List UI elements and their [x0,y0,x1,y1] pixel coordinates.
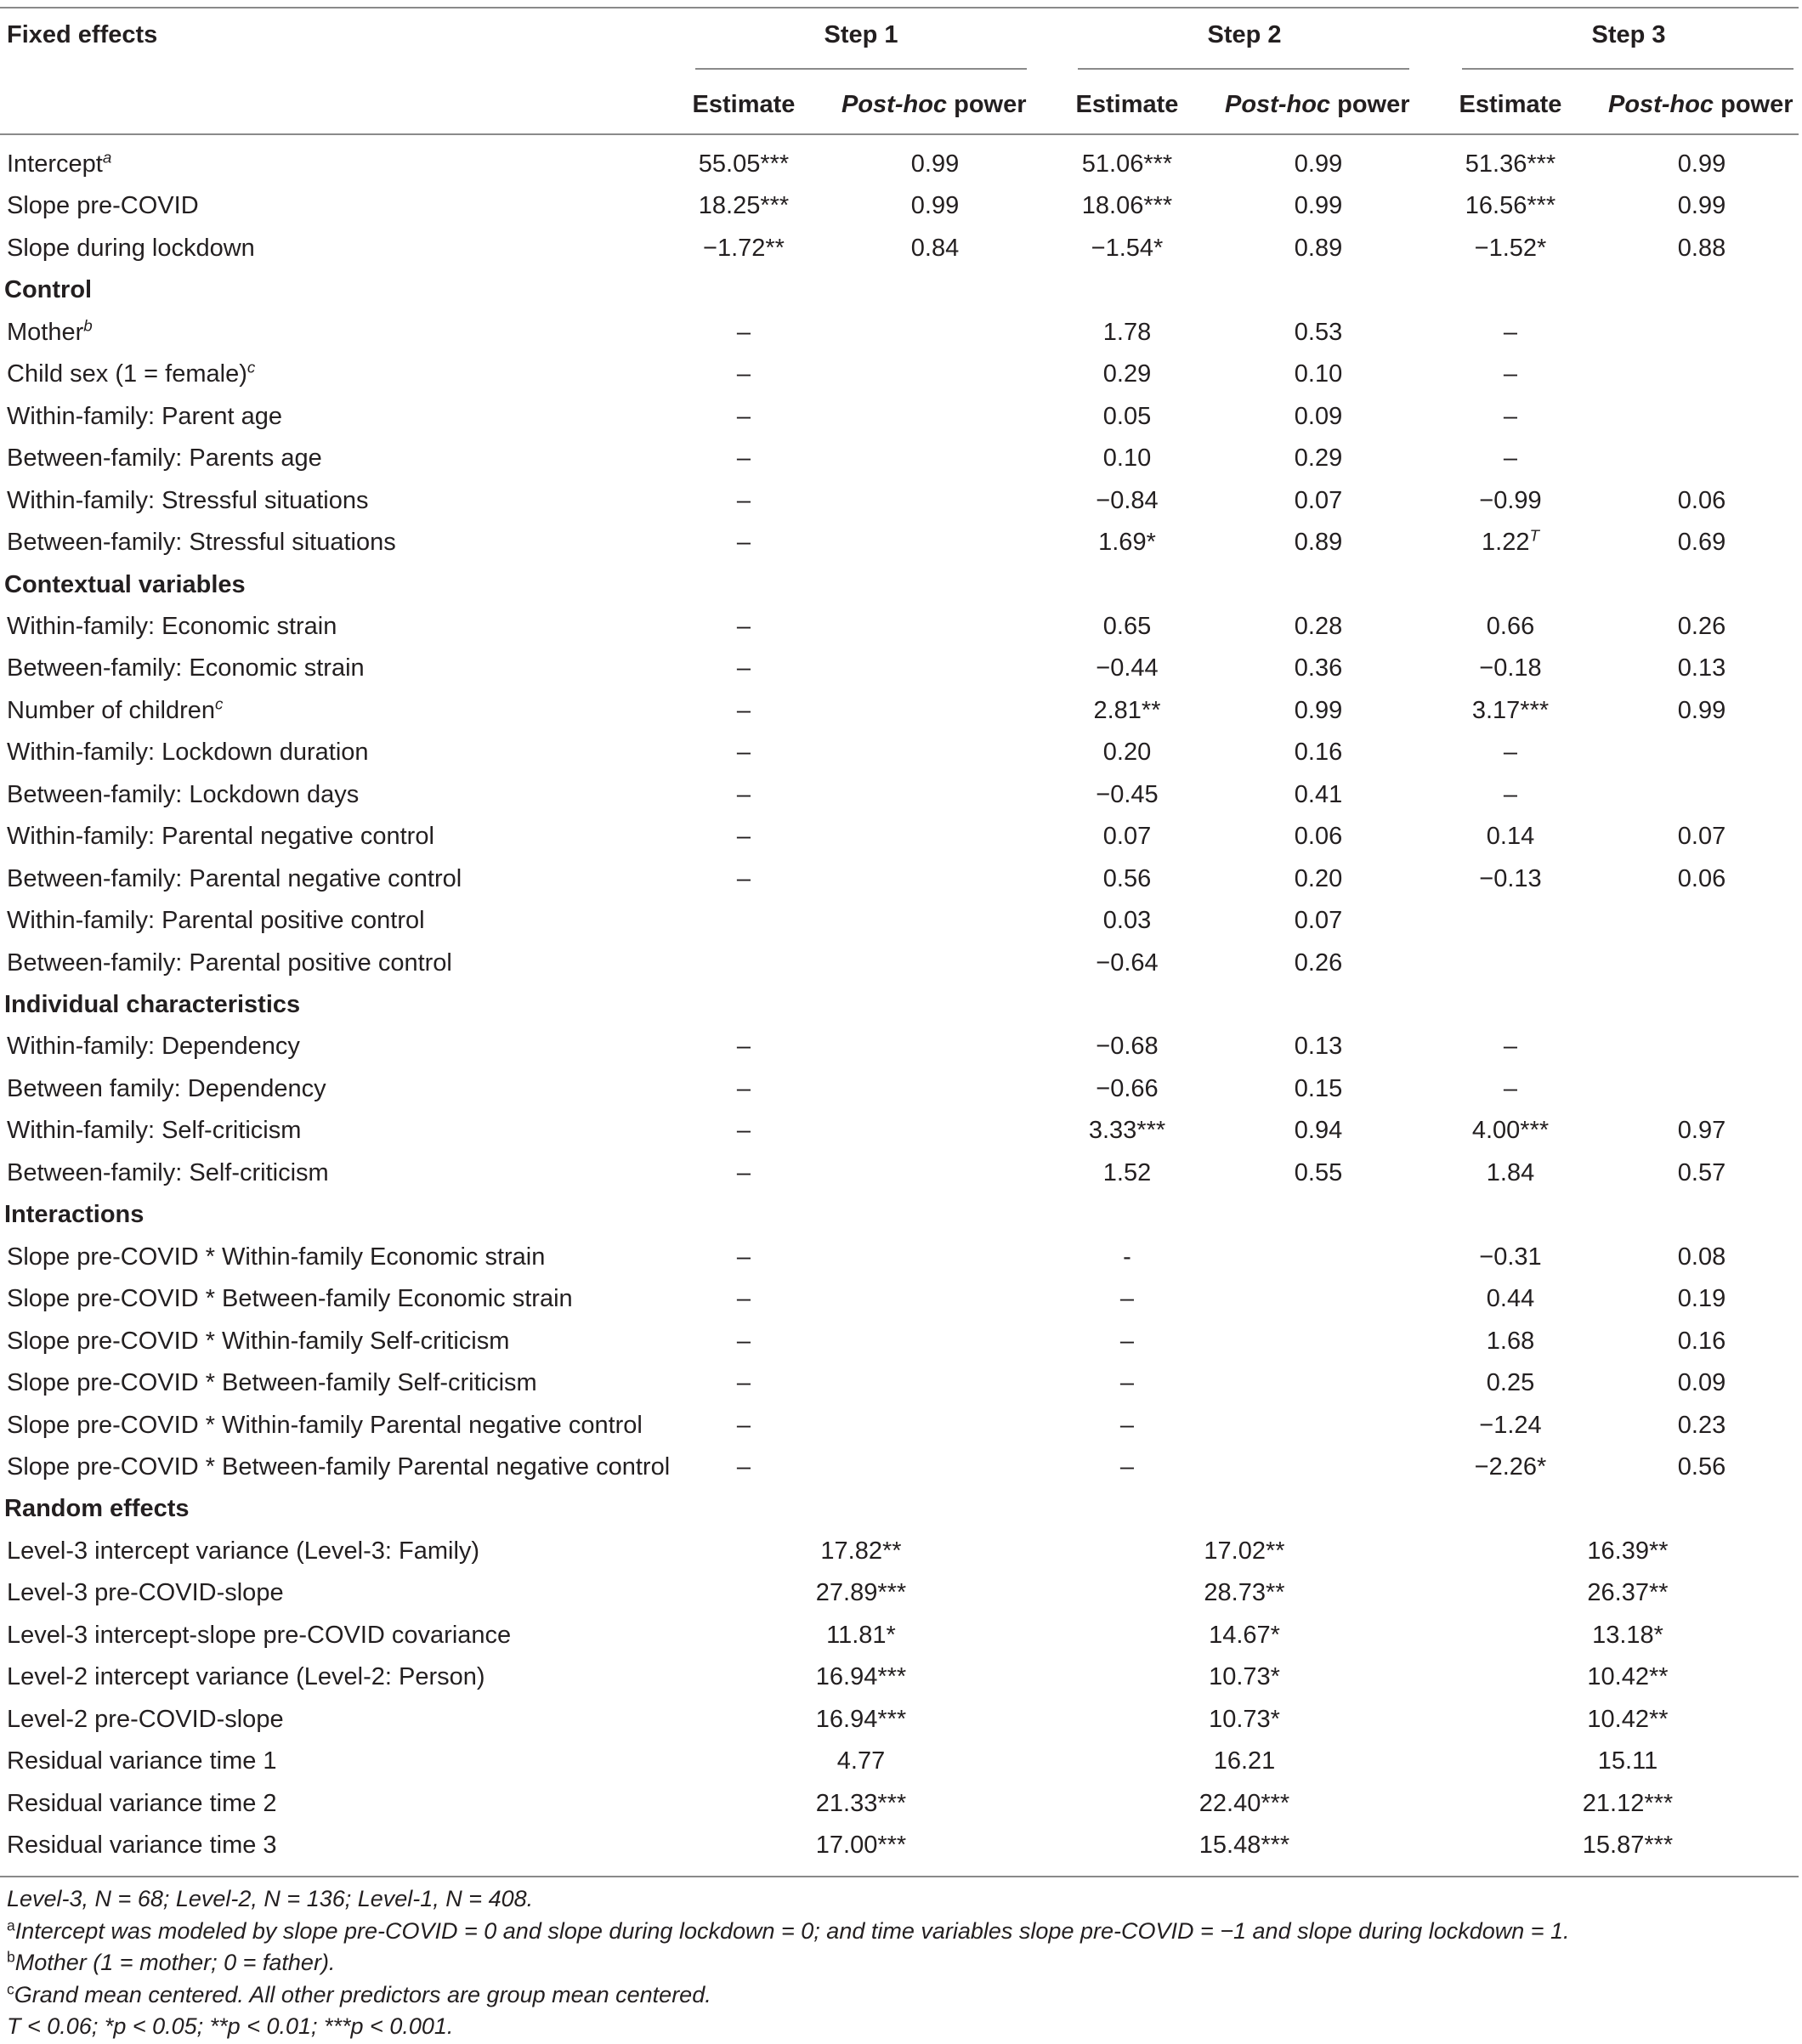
power-cell: 0.28 [1294,612,1343,640]
estimate-cell: – [736,1074,751,1102]
estimate-cell: 0.56 [1102,864,1152,892]
power-cell: 0.56 [1677,1452,1726,1481]
estimate-cell: 1.78 [1102,318,1152,346]
estimate-cell: 1.69* [1098,529,1156,557]
estimate-cell: – [1503,1033,1518,1061]
estimate-cell: 1.68 [1486,1327,1535,1355]
estimate-cell: −0.45 [1096,780,1159,808]
estimate-cell: - [1123,1243,1131,1271]
step-3-rule [1462,68,1794,70]
random-effect-cell: 10.73* [1209,1705,1280,1733]
row-label: Slope pre-COVID * Within-family Economic strain [7,1243,546,1271]
header-power-1: Post-hoc power [842,91,1027,118]
estimate-cell: −1.72** [703,234,785,262]
estimate-cell: – [736,1369,751,1397]
footnote [7,1949,335,1976]
estimate-cell: 0.10 [1102,444,1152,473]
row-label: Level-3 intercept variance (Level-3: Family) [7,1537,480,1565]
estimate-cell: – [736,696,751,724]
footnote-marker: c [215,694,224,713]
power-cell: 0.88 [1677,234,1726,262]
power-cell: 0.07 [1294,486,1343,514]
power-cell: 0.26 [1294,948,1343,977]
estimate-cell: −0.99 [1479,486,1542,514]
power-cell: 0.55 [1294,1158,1343,1186]
step-1-rule [695,68,1027,70]
estimate-cell: 16.56*** [1465,192,1556,220]
estimate-cell: – [736,612,751,640]
row-label: Residual variance time 3 [7,1832,277,1859]
row-label: Between family: Dependency [7,1074,326,1102]
estimate-cell: 55.05*** [698,150,790,178]
step-2-rule [1078,68,1409,70]
power-cell: 0.41 [1294,780,1343,808]
section-heading: Interactions [4,1201,144,1229]
power-cell: 0.99 [910,192,960,220]
random-effect-cell: 14.67* [1209,1621,1280,1649]
footnote-text: Grand mean centered. All other predictors are group mean centered. [14,1981,711,2007]
random-effect-cell: 17.82** [820,1537,902,1565]
estimate-cell: – [736,1243,751,1271]
estimate-cell: – [1119,1327,1135,1355]
power-cell: 0.99 [1677,192,1726,220]
random-effect-cell: 15.87*** [1582,1832,1674,1859]
estimate-cell: −0.18 [1479,654,1542,682]
power-cell: 0.29 [1294,444,1343,473]
row-label: Within-family: Dependency [7,1033,300,1061]
power-cell: 0.99 [1294,696,1343,724]
power-cell: 0.26 [1677,612,1726,640]
estimate-cell: – [1503,402,1518,430]
footnote-marker: a [102,148,112,167]
header-step-3: Step 3 [1591,21,1666,48]
row-label: Between-family: Parental negative control [7,864,462,892]
power-cell: 0.99 [1677,696,1726,724]
power-cell: 0.06 [1294,823,1343,851]
header-bottom-rule [0,133,1799,135]
estimate-cell: – [736,1285,751,1313]
row-label: Between-family: Self-criticism [7,1158,329,1186]
estimate-cell: 0.44 [1486,1285,1535,1313]
estimate-cell: – [736,486,751,514]
estimate-cell: – [1119,1452,1135,1481]
random-effect-cell: 21.12*** [1582,1789,1674,1817]
footnote-marker: c [7,1979,14,1997]
estimate-cell: 0.14 [1486,823,1535,851]
row-label: Slope during lockdown [7,234,255,262]
estimate-cell: 0.25 [1486,1369,1535,1397]
row-label: Within-family: Self-criticism [7,1117,302,1145]
row-label: Within-family: Parental positive control [7,907,425,935]
estimate-cell: – [1503,444,1518,473]
estimate-cell: – [736,1033,751,1061]
power-cell: 0.23 [1677,1411,1726,1439]
row-label: Intercept$^a$ [7,148,112,178]
power-cell: 0.84 [910,234,960,262]
footnote-marker: b [7,1948,15,1966]
footnote [7,2013,453,2040]
estimate-cell: – [736,444,751,473]
power-cell: 0.16 [1677,1327,1726,1355]
estimate-cell: – [736,654,751,682]
estimate-cell: 0.29 [1102,360,1152,388]
section-heading: Contextual variables [4,570,246,598]
row-label: Level-2 pre-COVID-slope [7,1705,284,1733]
estimate-cell: −0.31 [1479,1243,1542,1271]
row-label: Level-3 pre-COVID-slope [7,1579,284,1607]
power-cell: 0.53 [1294,318,1343,346]
random-effect-cell: 10.42** [1587,1663,1669,1691]
trend-marker: T [1529,526,1539,545]
estimate-cell: −1.54* [1091,234,1164,262]
power-cell: 0.13 [1294,1033,1343,1061]
power-cell: 0.19 [1677,1285,1726,1313]
power-cell: 0.99 [1294,150,1343,178]
footnote-marker: b [83,316,93,335]
estimate-cell: −2.26* [1474,1452,1547,1481]
estimate-cell: – [736,823,751,851]
estimate-cell: 2.81** [1093,696,1161,724]
estimate-cell: – [1503,360,1518,388]
header-estimate-2: Estimate [1075,91,1179,118]
random-effect-cell: 17.00*** [815,1832,907,1859]
row-label: Residual variance time 2 [7,1789,277,1817]
section-heading: Random effects [4,1495,190,1523]
random-effect-cell: 15.11 [1597,1747,1658,1775]
footnote-text: Mother (1 = mother; 0 = father). [14,1950,336,1975]
random-effect-cell: 16.94*** [815,1663,907,1691]
row-label: Slope pre-COVID * Between-family Self-criticism [7,1369,537,1397]
bottom-rule [0,1876,1799,1877]
power-cell: 0.69 [1677,529,1726,557]
row-label: Slope pre-COVID * Within-family Parental negative control [7,1411,643,1439]
random-effect-cell: 13.18* [1592,1621,1663,1649]
header-estimate-1: Estimate [692,91,796,118]
random-effect-cell: 22.40*** [1198,1789,1290,1817]
estimate-cell: 0.07 [1102,823,1152,851]
estimate-cell: −0.13 [1479,864,1542,892]
power-cell: 0.06 [1677,486,1726,514]
header-power-3: Post-hoc power [1608,91,1794,118]
row-label: Between-family: Parental positive control [7,948,452,977]
random-effect-cell: 10.73* [1209,1663,1280,1691]
estimate-cell: −0.66 [1096,1074,1159,1102]
estimate-cell: 18.06*** [1081,192,1173,220]
header-fixed-effects: Fixed effects [7,21,158,48]
estimate-cell: $1.22^T$ [1482,526,1539,557]
header-step-1: Step 1 [824,21,898,48]
random-effect-cell: 28.73** [1204,1579,1285,1607]
row-label: Within-family: Parental negative control [7,823,434,851]
top-rule [0,7,1799,8]
power-cell: 0.94 [1294,1117,1343,1145]
footnote-text: T < 0.06; *p < 0.05; **p < 0.01; ***p < 0.001. [7,2013,454,2039]
row-label: Mother$^b$ [7,316,93,346]
header-step-2: Step 2 [1207,21,1282,48]
row-label: Level-2 intercept variance (Level-2: Person) [7,1663,485,1691]
power-cell: 0.57 [1677,1158,1726,1186]
estimate-cell: – [736,1327,751,1355]
row-label: Number of children$^c$ [7,694,224,724]
footnote [7,1981,711,2008]
footnote-marker: a [7,1916,15,1934]
power-cell: 0.89 [1294,529,1343,557]
estimate-cell: 0.20 [1102,739,1152,767]
random-effect-cell: 21.33*** [815,1789,907,1817]
estimate-cell: – [736,1452,751,1481]
estimate-cell: – [1119,1369,1135,1397]
row-label: Within-family: Economic strain [7,612,337,640]
estimate-cell: – [736,1117,751,1145]
estimate-cell: 18.25*** [698,192,790,220]
estimate-cell: – [1119,1411,1135,1439]
estimate-cell: – [1503,318,1518,346]
row-label: Slope pre-COVID * Between-family Parental negative control [7,1452,671,1481]
power-cell: 0.07 [1294,907,1343,935]
row-label: Between-family: Economic strain [7,654,365,682]
power-cell: 0.09 [1294,402,1343,430]
estimate-cell: 51.06*** [1081,150,1173,178]
power-cell: 0.99 [1677,150,1726,178]
estimate-cell: 1.84 [1486,1158,1535,1186]
estimate-cell: – [736,360,751,388]
power-cell: 0.06 [1677,864,1726,892]
power-cell: 0.89 [1294,234,1343,262]
footnote-marker: c [246,358,256,377]
estimate-cell: 0.03 [1102,907,1152,935]
estimate-cell: – [736,864,751,892]
power-cell: 0.09 [1677,1369,1726,1397]
random-effect-cell: 27.89*** [815,1579,907,1607]
estimate-cell: 4.00*** [1471,1117,1550,1145]
estimate-cell: 0.66 [1486,612,1535,640]
row-label: Residual variance time 1 [7,1747,277,1775]
estimate-cell: 51.36*** [1465,150,1556,178]
row-label: Slope pre-COVID [7,192,199,220]
estimate-cell: – [1503,739,1518,767]
power-cell: 0.13 [1677,654,1726,682]
estimate-cell: – [736,318,751,346]
estimate-cell: 3.33*** [1088,1117,1166,1145]
row-label: Within-family: Lockdown duration [7,739,369,767]
random-effect-cell: 10.42** [1587,1705,1669,1733]
header-power-2: Post-hoc power [1225,91,1410,118]
row-label: Within-family: Stressful situations [7,486,369,514]
row-label: Level-3 intercept-slope pre-COVID covariance [7,1621,512,1649]
footnote [7,1917,1570,1945]
footnote-text: Intercept was modeled by slope pre-COVID = 0 and slope during lockdown = 0; and time variables slope pre-COVID = −1 and slope during lockdown = 1. [14,1917,1570,1944]
estimate-cell: 1.52 [1102,1158,1152,1186]
estimate-cell: 0.65 [1102,612,1152,640]
estimate-cell: −0.68 [1096,1033,1159,1061]
footnote-text: Level-3, N = 68; Level-2, N = 136; Level-1, N = 408. [7,1886,534,1911]
random-effect-cell: 15.48*** [1198,1832,1290,1859]
power-cell: 0.99 [910,150,960,178]
power-cell: 0.10 [1294,360,1343,388]
estimate-cell: – [1503,780,1518,808]
estimate-cell: – [1503,1074,1518,1102]
random-effect-cell: 16.39** [1587,1537,1669,1565]
estimate-cell: – [736,402,751,430]
row-label: Child sex (1 = female)$^c$ [7,358,256,388]
row-label: Between-family: Parents age [7,444,322,473]
section-heading: Control [4,276,93,304]
header-estimate-3: Estimate [1459,91,1562,118]
estimate-cell: – [1119,1285,1135,1313]
footnote [7,1885,533,1912]
power-cell: 0.36 [1294,654,1343,682]
power-cell: 0.16 [1294,739,1343,767]
estimate-cell: – [736,1158,751,1186]
estimate-cell: 3.17*** [1471,696,1550,724]
power-cell: 0.15 [1294,1074,1343,1102]
section-heading: Individual characteristics [4,991,301,1018]
random-effect-cell: 11.81* [826,1621,896,1649]
random-effect-cell: 26.37** [1587,1579,1669,1607]
estimate-cell: – [736,1411,751,1439]
row-label: Slope pre-COVID * Between-family Economic strain [7,1285,573,1313]
estimate-cell: −0.44 [1096,654,1159,682]
row-label: Between-family: Lockdown days [7,780,360,808]
power-cell: 0.08 [1677,1243,1726,1271]
row-label: Between-family: Stressful situations [7,529,396,557]
row-label: Slope pre-COVID * Within-family Self-criticism [7,1327,510,1355]
estimate-cell: – [736,529,751,557]
estimate-cell: – [736,739,751,767]
power-cell: 0.99 [1294,192,1343,220]
estimate-cell: −0.64 [1096,948,1159,977]
random-effect-cell: 16.94*** [815,1705,907,1733]
power-cell: 0.07 [1677,823,1726,851]
random-effect-cell: 4.77 [836,1747,886,1775]
estimate-cell: 0.05 [1102,402,1152,430]
power-cell: 0.97 [1677,1117,1726,1145]
estimate-cell: −1.24 [1479,1411,1542,1439]
row-label: Within-family: Parent age [7,402,282,430]
power-cell: 0.20 [1294,864,1343,892]
estimate-cell: −1.52* [1474,234,1547,262]
random-effect-cell: 16.21 [1213,1747,1276,1775]
random-effect-cell: 17.02** [1204,1537,1285,1565]
estimate-cell: – [736,780,751,808]
estimate-cell: −0.84 [1096,486,1159,514]
